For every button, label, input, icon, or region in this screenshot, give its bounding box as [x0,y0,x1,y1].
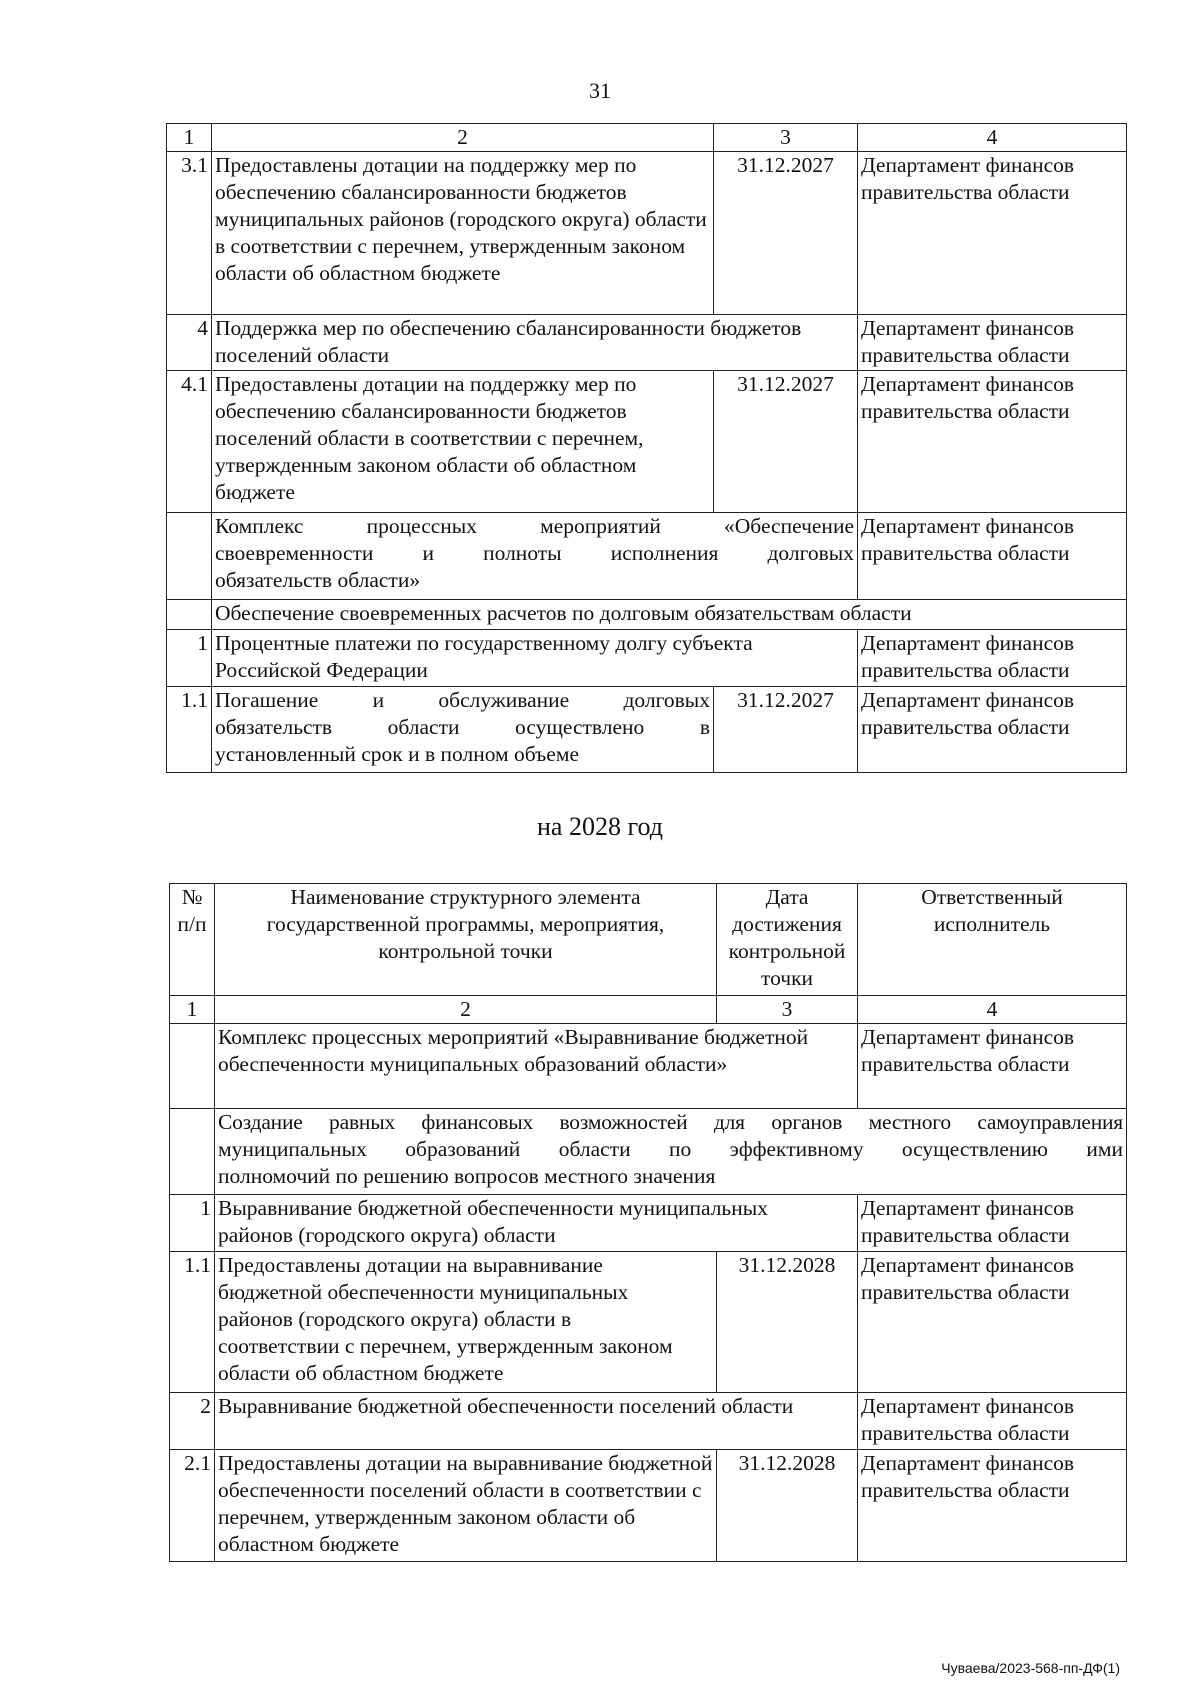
table-row [170,1195,1127,1252]
row-number: 2 [170,1393,215,1450]
column-number: 1 [170,996,215,1024]
column-number: 4 [858,996,1127,1024]
column-number: 1 [167,124,212,152]
row-executor: Департамент финансов правительства области [858,1450,1127,1562]
row-date: 31.12.2027 [714,371,858,513]
row-date: 31.12.2028 [717,1450,858,1562]
row-date: 31.12.2027 [714,687,858,773]
header-num: № п/п [170,884,215,996]
row-name [212,513,858,600]
column-number-row [167,124,1127,152]
page-number: 31 [589,78,611,103]
row-number [167,600,212,630]
section-title: на 2028 год [537,812,663,841]
row-executor: Департамент финансов правительства области [858,630,1127,687]
row-name: Обеспечение своевременных расчетов по долговым обязательствам области [212,600,1127,630]
column-number: 3 [714,124,858,152]
row-number: 2.1 [170,1450,215,1562]
row-name: Предоставлены дотации на поддержку мер по обеспечению сбалансированности бюджетов муниципальных районов (городского округа) области в соответствии с перечнем, утвержденным законом области об областном бюджете [212,152,714,315]
row-executor: Департамент финансов правительства области [858,1195,1127,1252]
table-row [170,1450,1127,1562]
table-row [167,600,1127,630]
row-name: Предоставлены дотации на выравнивание бюджетной обеспеченности муниципальных районов (городского округа) области в соответствии с перечнем, утвержденным законом области об областном бюджете [215,1252,717,1393]
row-executor: Департамент финансов правительства области [858,513,1127,600]
header-date: Дата достижения контрольной точки [717,884,858,996]
row-name-line: муниципальных образований области по эффективному осуществлению ими [218,1137,1123,1161]
row-name-line: полномочий по решению вопросов местного значения [218,1164,716,1188]
table-row [167,630,1127,687]
row-name: Выравнивание бюджетной обеспеченности поселений области [215,1393,858,1450]
row-number: 4 [167,315,212,371]
row-number: 3.1 [167,152,212,315]
table-row [167,687,1127,773]
row-name: Предоставлены дотации на выравнивание бюджетной обеспеченности поселений области в соответствии с перечнем, утвержденным законом области об областном бюджете [215,1450,717,1562]
table-row [167,315,1127,371]
row-executor: Департамент финансов правительства области [858,1252,1127,1393]
row-number: 1.1 [170,1252,215,1393]
row-name-line: своевременности и полноты исполнения долговых [215,541,854,565]
row-number: 1.1 [167,687,212,773]
control-points-table-2027 [166,123,1127,773]
row-executor: Департамент финансов правительства области [858,152,1127,315]
column-number: 2 [212,124,714,152]
row-name-line: обязательств области» [215,568,421,592]
row-number [167,513,212,600]
row-date: 31.12.2028 [717,1252,858,1393]
row-name-line: обязательств области осуществлено в [215,715,710,739]
control-points-table-2028 [169,883,1127,1562]
row-name: Процентные платежи по государственному долгу субъекта Российской Федерации [212,630,858,687]
row-number [170,1109,215,1195]
column-number: 3 [717,996,858,1024]
row-date: 31.12.2027 [714,152,858,315]
row-executor: Департамент финансов правительства области [858,1393,1127,1450]
row-name: Выравнивание бюджетной обеспеченности муниципальных районов (городского округа) области [215,1195,858,1252]
row-name: Поддержка мер по обеспечению сбалансированности бюджетов поселений области [212,315,858,371]
table-row [170,1252,1127,1393]
header-executor: Ответственный исполнитель [858,884,1127,996]
row-number: 1 [167,630,212,687]
row-executor: Департамент финансов правительства области [858,315,1127,371]
column-number: 4 [858,124,1127,152]
row-executor: Департамент финансов правительства области [858,371,1127,513]
row-name-line: Погашение и обслуживание долговых [215,688,710,712]
row-name: Комплекс процессных мероприятий «Выравнивание бюджетной обеспеченности муниципальных образований области» [215,1024,858,1109]
column-number: 2 [215,996,717,1024]
row-number [170,1024,215,1109]
table-row [167,371,1127,513]
row-name [212,687,714,773]
column-number-row [170,996,1127,1024]
row-name-line: установленный срок и в полном объеме [215,742,579,766]
row-name: Предоставлены дотации на поддержку мер по обеспечению сбалансированности бюджетов поселений области в соответствии с перечнем, утвержденным законом области об областном бюджете [212,371,714,513]
table-row [170,1393,1127,1450]
row-number: 1 [170,1195,215,1252]
row-number: 4.1 [167,371,212,513]
table-row [167,152,1127,315]
table-row [170,1109,1127,1195]
row-executor: Департамент финансов правительства области [858,687,1127,773]
row-name-line: Комплекс процессных мероприятий «Обеспечение [215,514,854,538]
row-name-line: Создание равных финансовых возможностей для органов местного самоуправления [218,1110,1123,1134]
header-row [170,884,1127,996]
document-code: Чуваева/2023-568-пп-ДФ(1) [941,1660,1120,1676]
row-executor: Департамент финансов правительства области [858,1024,1127,1109]
table-row [167,513,1127,600]
table-row [170,1024,1127,1109]
header-name: Наименование структурного элемента государственной программы, мероприятия, контрольной точки [215,884,717,996]
row-name [215,1109,1127,1195]
